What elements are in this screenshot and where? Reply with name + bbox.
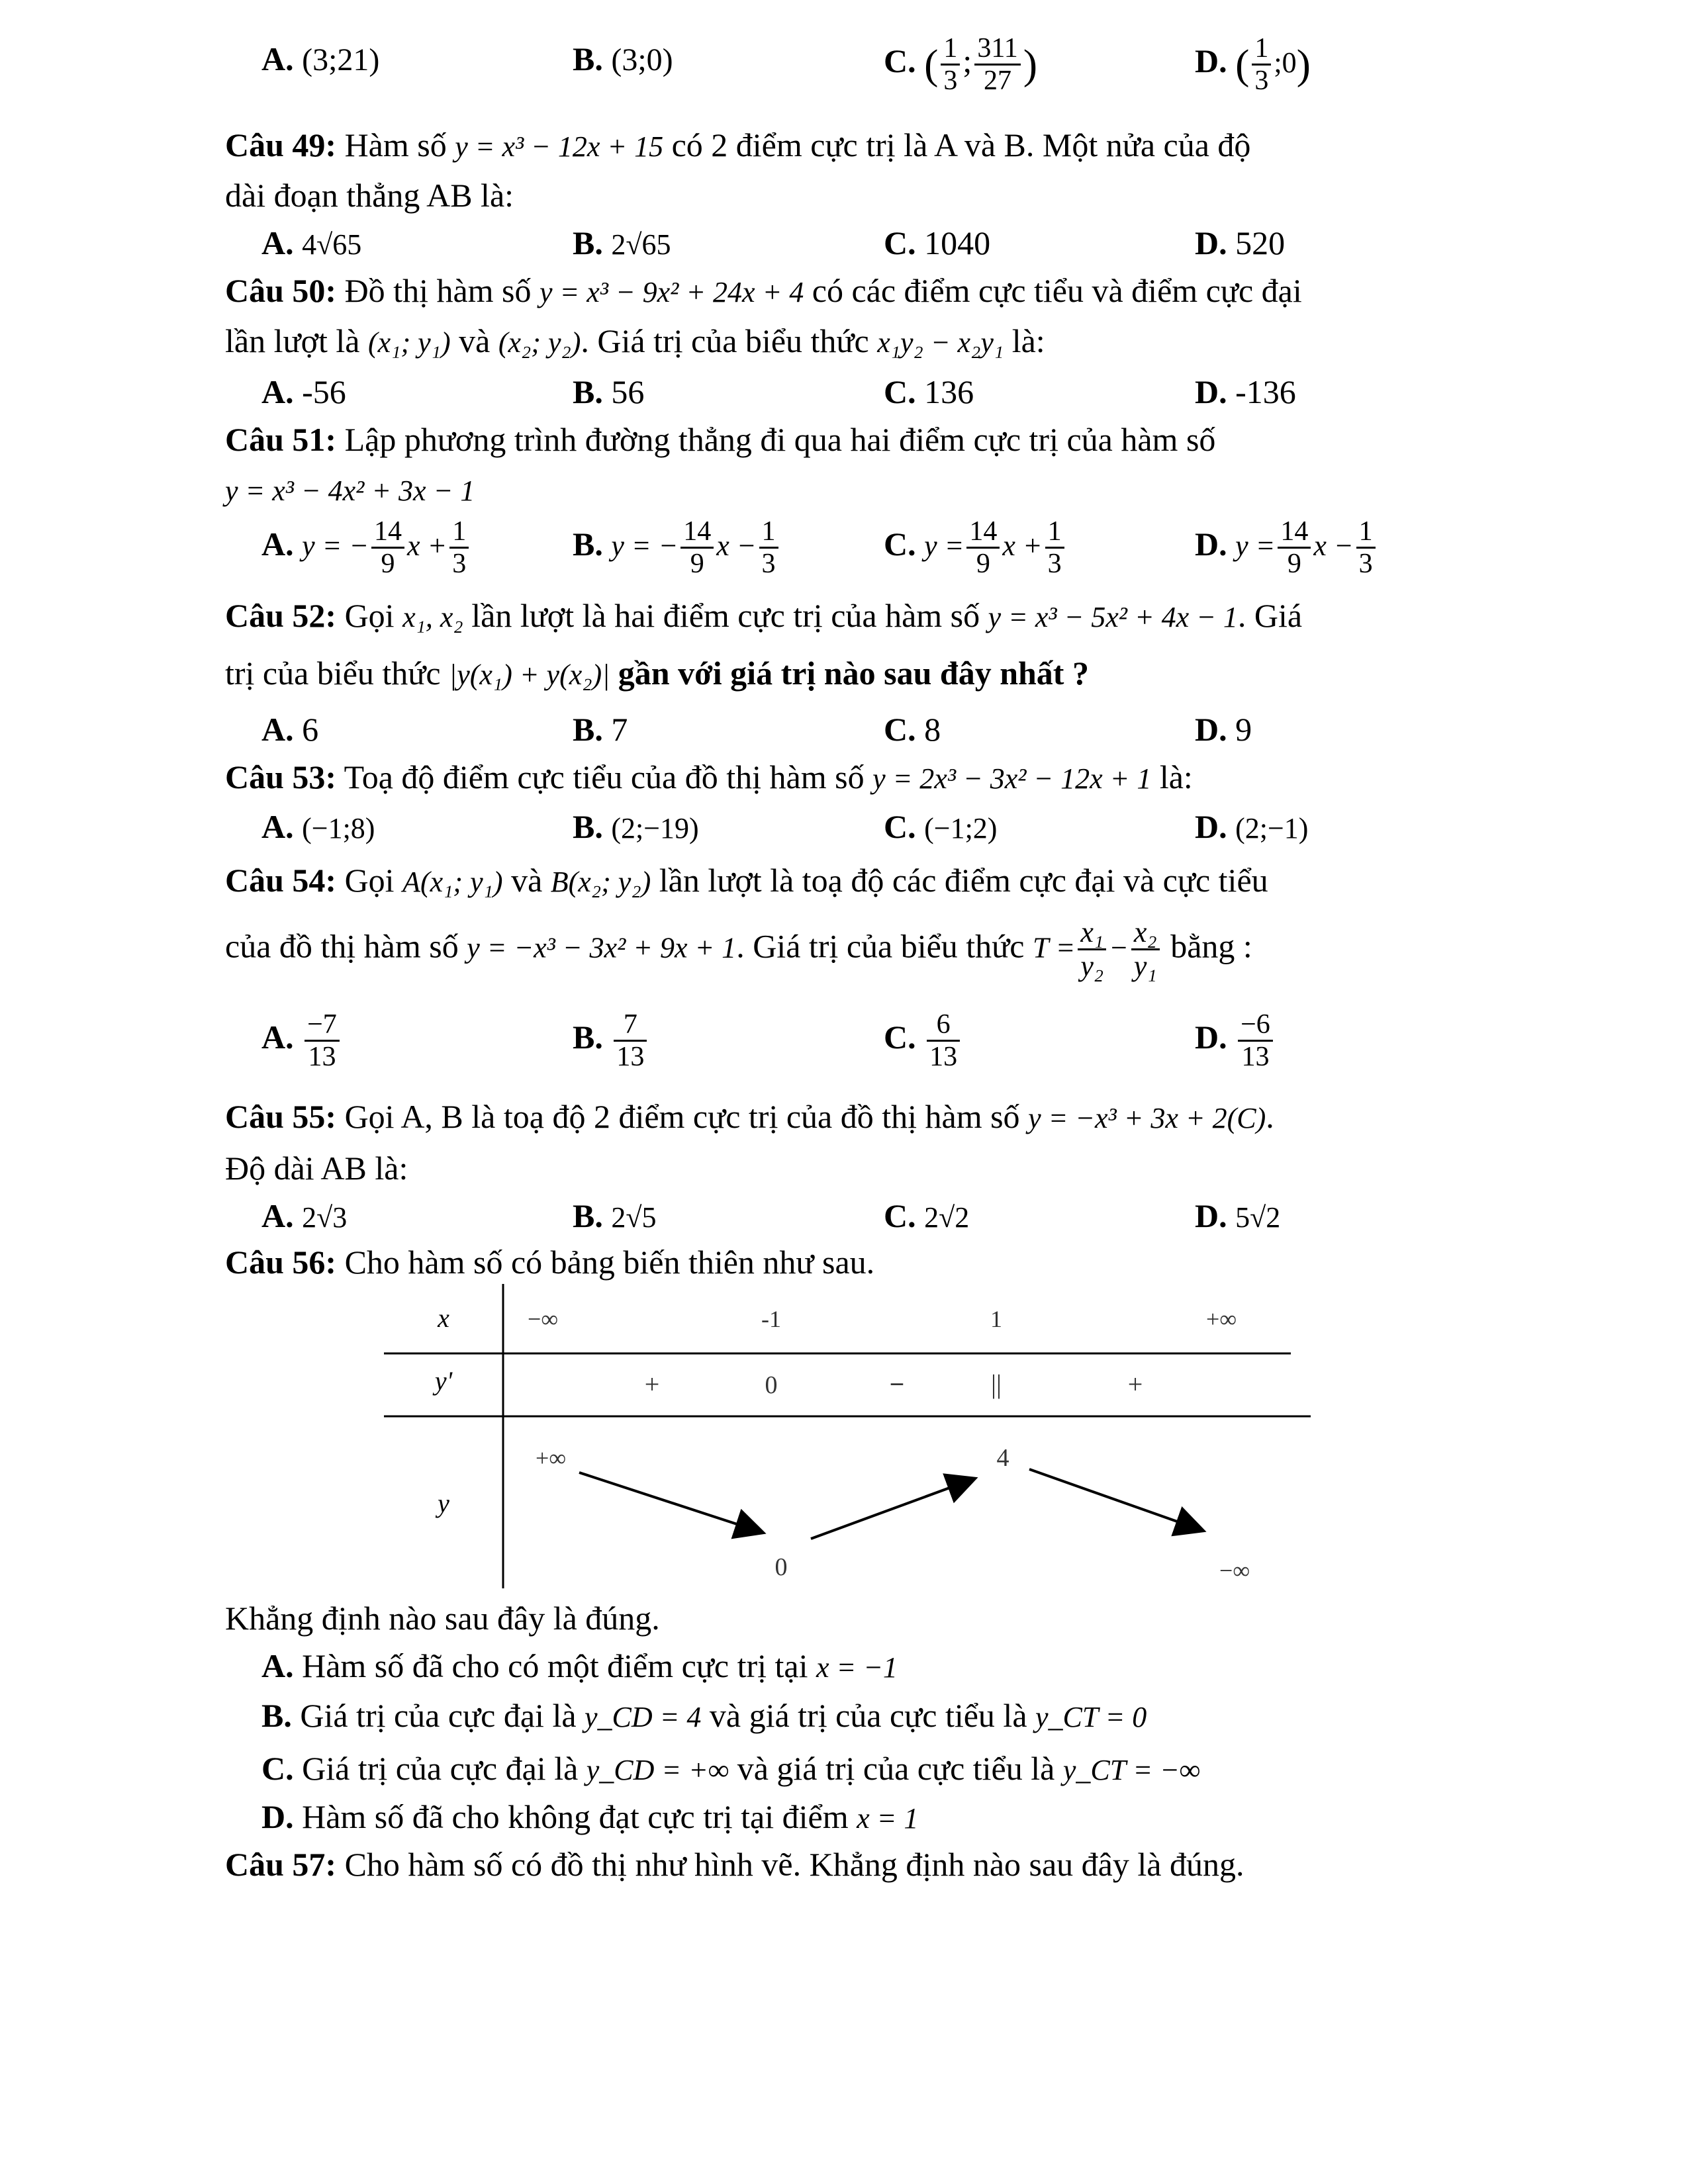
q54-option-c: C. $\frac{6}{13}$ <box>884 1009 962 1072</box>
q51-option-a: A. y = − $\frac{14}{9}$ x + $\frac{1}{3}$ <box>261 516 471 579</box>
q50-option-d: D. -136 <box>1195 373 1296 410</box>
q51-option-b: B. y = − $\frac{14}{9}$ x − $\frac{1}{3}$ <box>573 516 781 579</box>
q56-option-b: B. Giá trị của cực đại là y_CD = 4 và giá trị của cực tiểu là y_CT = 0 <box>261 1697 1147 1734</box>
q49-option-c: C. 1040 <box>884 224 991 261</box>
q54-option-a: A. $\frac{-7}{13}$ <box>261 1009 342 1072</box>
q52-stem: Câu 52: Gọi x₁, x₂ lần lượt là hai điểm cực trị của hàm số y = x³ − 5x² + 4x − 1. Giá <box>225 597 1303 634</box>
q50-stem-line2: lần lượt là (x₁; y₁) và (x₂; y₂). Giá trị của biểu thức x₁y₂ − x₂y₁ là: <box>225 322 1045 359</box>
q52-option-a: A. 6 <box>261 711 319 748</box>
q56-option-d: D. Hàm số đã cho không đạt cực trị tại điểm x = 1 <box>261 1798 919 1835</box>
y-val-0: 0 <box>774 1553 788 1581</box>
x-val-1: 1 <box>990 1306 1002 1332</box>
q52-option-b: B. 7 <box>573 711 628 748</box>
q50-option-c: C. 136 <box>884 373 974 410</box>
x-val-pos-inf: +∞ <box>1206 1306 1237 1332</box>
q53-option-b: B. (2;−19) <box>573 808 699 845</box>
q56-option-c: C. Giá trị của cực đại là y_CD = +∞ và giá trị của cực tiểu là y_CT = −∞ <box>261 1750 1201 1787</box>
q51-option-c: C. y = $\frac{14}{9}$ x + $\frac{1}{3}$ <box>884 516 1067 579</box>
q48-option-b: B. (3;0) <box>573 40 673 77</box>
q50-option-b: B. 56 <box>573 373 645 410</box>
q55-option-c: C. 2√2 <box>884 1197 970 1234</box>
q53-option-a: A. (−1;8) <box>261 808 375 845</box>
q51-function: y = x³ − 4x² + 3x − 1 <box>225 475 475 507</box>
q55-stem: Câu 55: Gọi A, B là toạ độ 2 điểm cực trị của đồ thị hàm số y = −x³ + 3x + 2(C). <box>225 1098 1274 1135</box>
yp-zero: 0 <box>765 1371 778 1399</box>
q48-option-c: C. ( $\frac{1}{3}$ ; $\frac{311}{27}$ ) <box>884 33 1038 97</box>
q55-option-a: A. 2√3 <box>261 1197 348 1234</box>
q57-stem: Câu 57: Cho hàm số có đồ thị như hình vẽ. Khẳng định nào sau đây là đúng. <box>225 1846 1244 1883</box>
yp-sign-3: + <box>1127 1369 1143 1399</box>
q55-option-b: B. 2√5 <box>573 1197 657 1234</box>
variation-table <box>377 1284 1331 1602</box>
row-label-yprime: y' <box>434 1366 453 1396</box>
q49-option-d: D. 520 <box>1195 224 1286 261</box>
q49-option-b: B. 2√65 <box>573 224 671 261</box>
y-val-pos-inf: +∞ <box>536 1445 566 1471</box>
q52-option-c: C. 8 <box>884 711 941 748</box>
q48-option-d: D. ( $\frac{1}{3}$ ;0) <box>1195 33 1311 97</box>
q55-option-d: D. 5√2 <box>1195 1197 1281 1234</box>
q54-stem: Câu 54: Gọi A(x₁; y₁) và B(x₂; y₂) lần lượt là toạ độ các điểm cực đại và cực tiểu <box>225 862 1268 899</box>
q50-option-a: A. -56 <box>261 373 346 410</box>
q53-option-c: C. (−1;2) <box>884 808 998 845</box>
q53-option-d: D. (2;−1) <box>1195 808 1309 845</box>
yp-sign-1: + <box>644 1369 660 1399</box>
q54-option-d: D. $\frac{-6}{13}$ <box>1195 1009 1276 1072</box>
q56-stem: Câu 56: Cho hàm số có bảng biến thiên như sau. <box>225 1244 875 1281</box>
q54-option-b: B. $\frac{7}{13}$ <box>573 1009 649 1072</box>
q48-option-a: A. (3;21) <box>261 40 380 77</box>
q49-option-a: A. 4√65 <box>261 224 362 261</box>
q52-option-d: D. 9 <box>1195 711 1252 748</box>
q54-stem-line2: của đồ thị hàm số y = −x³ − 3x² + 9x + 1. Giá trị của biểu thức T = $\frac{\text{x₁}}{\text{y₂}}$ − $\frac{\text{x₂}}{\text{y₁}}$ bằng : <box>225 916 1252 983</box>
q49-stem-line2: dài đoạn thẳng AB là: <box>225 177 514 214</box>
row-label-y: y <box>438 1488 449 1518</box>
q53-stem: Câu 53: Toạ độ điểm cực tiểu của đồ thị hàm số y = 2x³ − 3x² − 12x + 1 là: <box>225 758 1193 796</box>
y-val-4: 4 <box>996 1444 1009 1472</box>
yp-undefined: || <box>990 1369 1002 1399</box>
q55-stem-line2: Độ dài AB là: <box>225 1150 408 1187</box>
row-label-x: x <box>438 1303 449 1333</box>
q51-stem: Câu 51: Lập phương trình đường thẳng đi qua hai điểm cực trị của hàm số <box>225 421 1216 458</box>
arrow-increasing <box>811 1479 973 1539</box>
q51-option-d: D. y = $\frac{14}{9}$ x − $\frac{1}{3}$ <box>1195 516 1378 579</box>
x-val-neg-inf: −∞ <box>528 1306 558 1332</box>
q56-prompt: Khẳng định nào sau đây là đúng. <box>225 1600 660 1637</box>
q56-option-a: A. Hàm số đã cho có một điểm cực trị tại x = −1 <box>261 1647 898 1684</box>
y-val-neg-inf: −∞ <box>1219 1557 1250 1584</box>
q50-stem: Câu 50: Đồ thị hàm số y = x³ − 9x² + 24x + 4 có các điểm cực tiểu và điểm cực đại <box>225 272 1302 309</box>
x-val-neg1: -1 <box>761 1306 781 1332</box>
arrow-decreasing-1 <box>579 1473 761 1532</box>
yp-sign-2: − <box>889 1369 905 1399</box>
arrow-decreasing-2 <box>1029 1469 1201 1530</box>
q49-stem: Câu 49: Hàm số y = x³ − 12x + 15 có 2 điểm cực trị là A và B. Một nửa của độ <box>225 126 1251 163</box>
q52-stem-line2: trị của biểu thức |y(x₁) + y(x₂)| gần với giá trị nào sau đây nhất ? <box>225 655 1089 692</box>
